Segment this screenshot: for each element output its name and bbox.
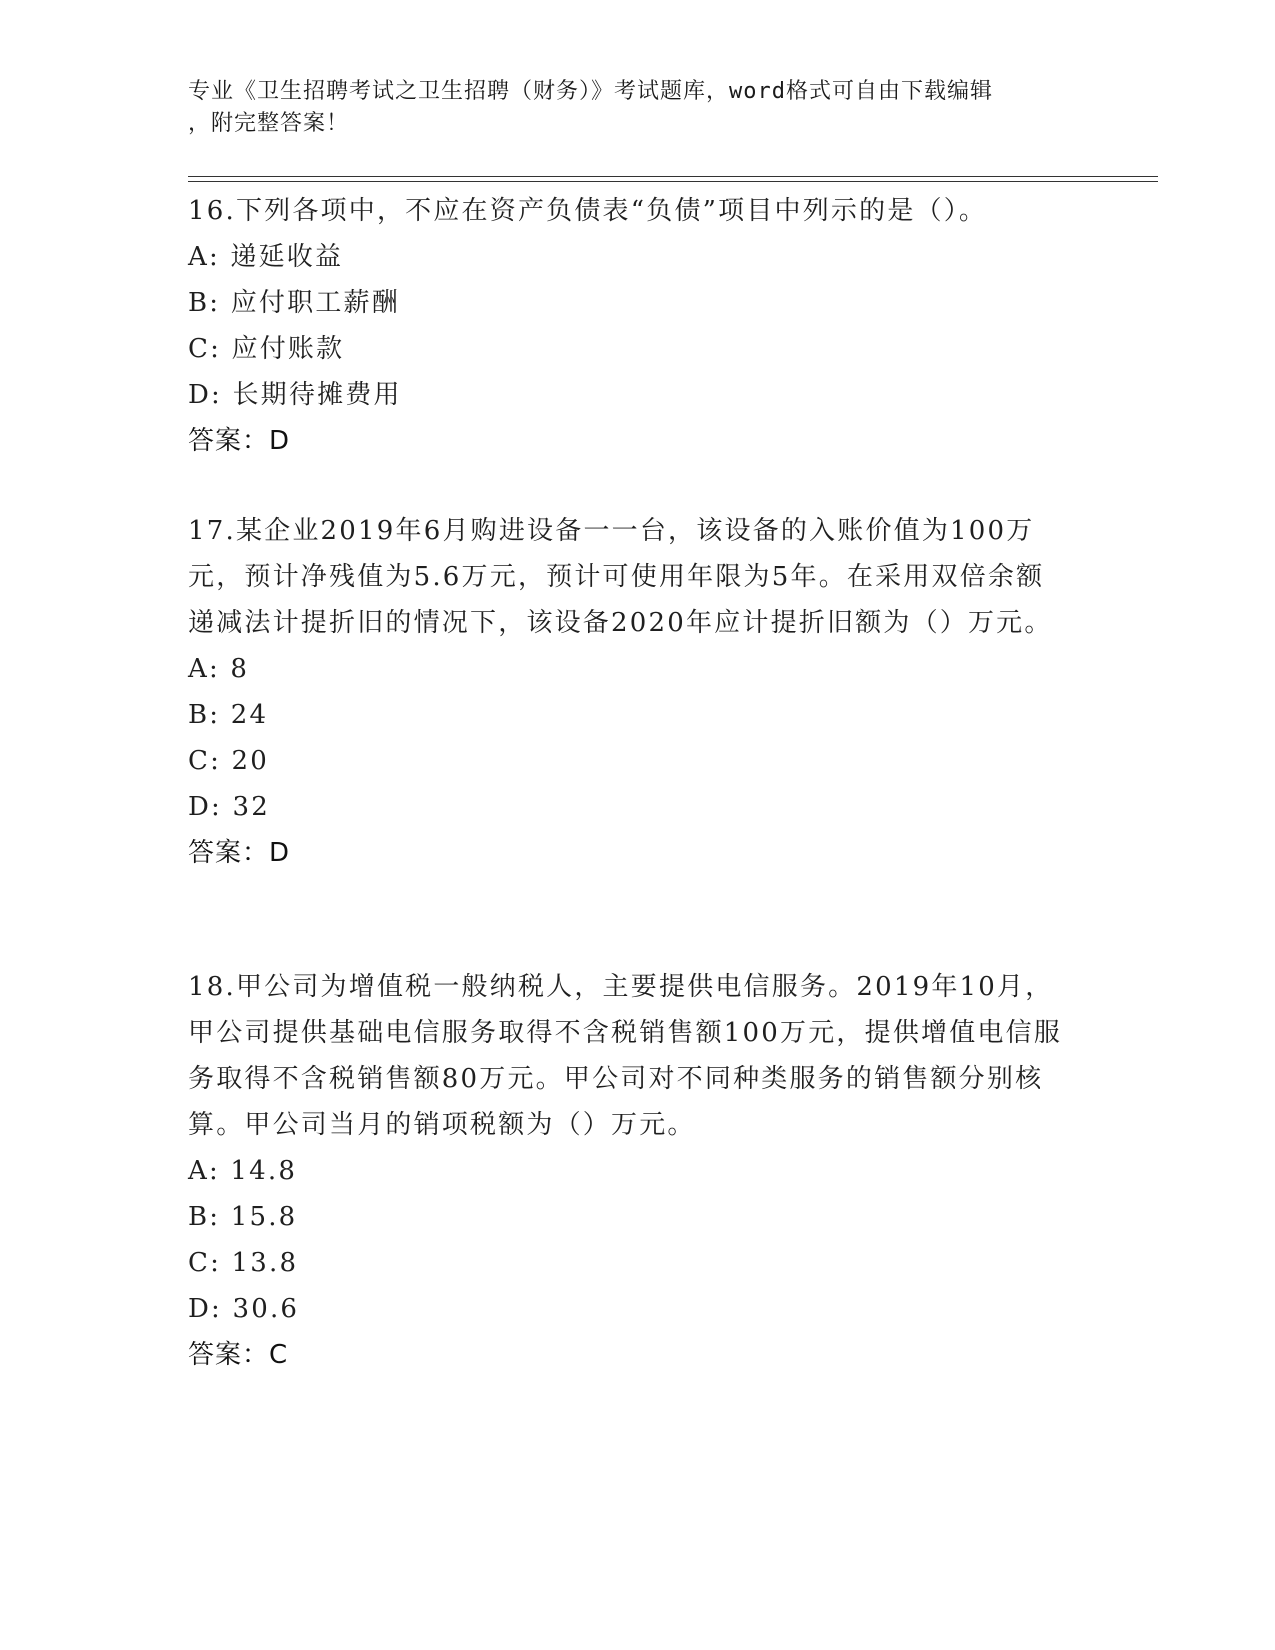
document-header	[188, 76, 1088, 140]
option-c: C: 20	[188, 746, 270, 776]
question-18	[188, 964, 1088, 1378]
question-17	[188, 508, 1088, 876]
header-line-2: ，附完整答案！	[188, 111, 350, 136]
option-a: A: 递延收益	[188, 242, 344, 272]
option-a: A: 14.8	[188, 1156, 298, 1186]
question-stem: 16.下列各项中，不应在资产负债表“负债”项目中列示的是（）。	[188, 196, 988, 226]
answer: 答案：D	[188, 426, 291, 456]
option-b: B: 24	[188, 700, 269, 730]
option-a: A: 8	[188, 654, 250, 684]
header-divider-top	[188, 176, 1158, 177]
header-line-1: 专业《卫生招聘考试之卫生招聘（财务）》考试题库，word格式可自由下载编辑	[188, 79, 993, 104]
option-d: D: 32	[188, 792, 270, 822]
question-stem: 17.某企业2019年6月购进设备一一台，该设备的入账价值为100万元，预计净残值为5.6万元，预计可使用年限为5年。在采用双倍余额递减法计提折旧的情况下，该设备2020年应计提折旧额为（）万元。	[188, 516, 1053, 638]
option-d: D: 30.6	[188, 1294, 300, 1324]
answer: 答案：C	[188, 1340, 289, 1370]
option-b: B: 应付职工薪酬	[188, 288, 400, 318]
option-b: B: 15.8	[188, 1202, 298, 1232]
option-d: D: 长期待摊费用	[188, 380, 402, 410]
option-c: C: 应付账款	[188, 334, 345, 364]
question-16	[188, 188, 1088, 464]
header-divider-bottom	[188, 181, 1158, 182]
question-stem: 18.甲公司为增值税一般纳税人，主要提供电信服务。2019年10月，甲公司提供基础电信服务取得不含税销售额100万元，提供增值电信服务取得不含税销售额80万元。甲公司对不同种类服务的销售额分别核算。甲公司当月的销项税额为（）万元。	[188, 972, 1063, 1140]
answer: 答案：D	[188, 838, 291, 868]
option-c: C: 13.8	[188, 1248, 299, 1278]
